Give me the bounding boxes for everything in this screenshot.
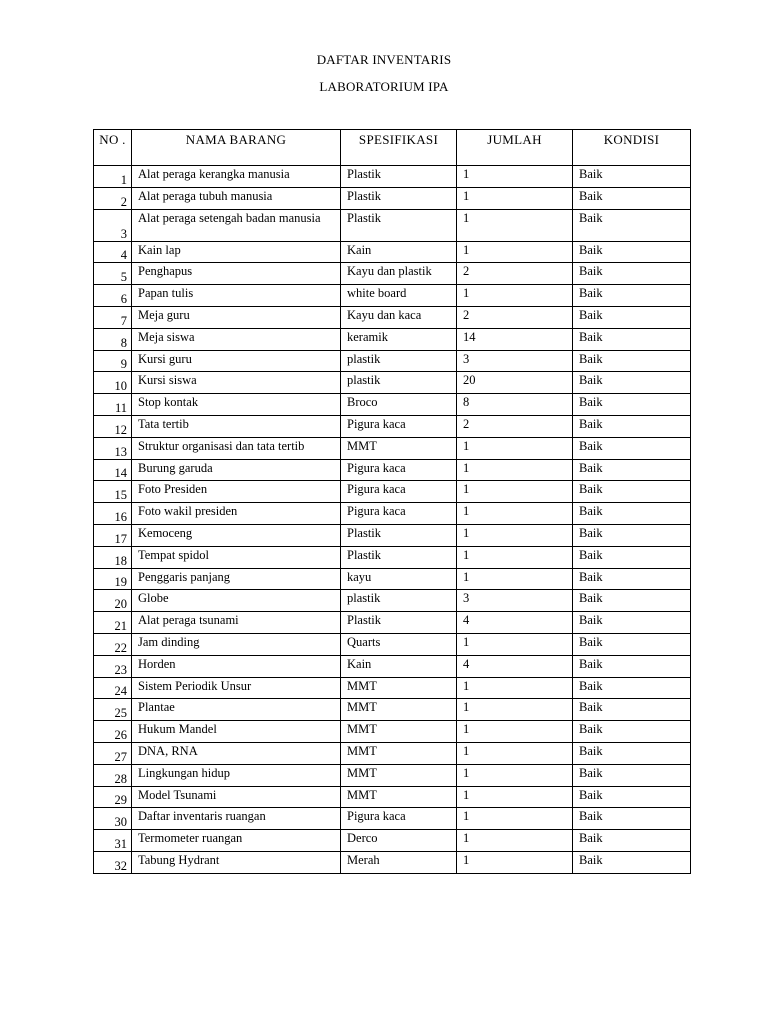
inventory-table xyxy=(93,129,691,874)
cell-jumlah: 1 xyxy=(457,241,573,263)
table-row xyxy=(94,786,691,808)
cell-jumlah: 1 xyxy=(457,633,573,655)
cell-spesifikasi: MMT xyxy=(341,786,457,808)
cell-jumlah: 1 xyxy=(457,437,573,459)
table-row xyxy=(94,350,691,372)
table-row xyxy=(94,437,691,459)
cell-jumlah: 8 xyxy=(457,394,573,416)
cell-kondisi: Baik xyxy=(573,415,691,437)
cell-jumlah: 4 xyxy=(457,655,573,677)
cell-kondisi: Baik xyxy=(573,590,691,612)
cell-no: 32 xyxy=(94,851,132,873)
cell-nama-barang: Alat peraga kerangka manusia xyxy=(132,166,341,188)
table-row xyxy=(94,394,691,416)
table-row xyxy=(94,546,691,568)
cell-kondisi: Baik xyxy=(573,372,691,394)
table-row xyxy=(94,677,691,699)
cell-spesifikasi: Pigura kaca xyxy=(341,481,457,503)
cell-spesifikasi: plastik xyxy=(341,590,457,612)
cell-nama-barang: Horden xyxy=(132,655,341,677)
cell-nama-barang: Papan tulis xyxy=(132,285,341,307)
cell-no: 13 xyxy=(94,437,132,459)
table-row xyxy=(94,459,691,481)
cell-no: 5 xyxy=(94,263,132,285)
cell-no: 18 xyxy=(94,546,132,568)
table-row xyxy=(94,633,691,655)
cell-jumlah: 1 xyxy=(457,546,573,568)
cell-spesifikasi: Plastik xyxy=(341,166,457,188)
table-row xyxy=(94,568,691,590)
cell-nama-barang: DNA, RNA xyxy=(132,742,341,764)
table-row xyxy=(94,830,691,852)
cell-spesifikasi: Kain xyxy=(341,655,457,677)
cell-no: 11 xyxy=(94,394,132,416)
cell-nama-barang: Kursi siswa xyxy=(132,372,341,394)
cell-nama-barang: Foto Presiden xyxy=(132,481,341,503)
cell-kondisi: Baik xyxy=(573,568,691,590)
cell-spesifikasi: Kain xyxy=(341,241,457,263)
cell-spesifikasi: Plastik xyxy=(341,612,457,634)
table-row xyxy=(94,808,691,830)
cell-nama-barang: Penghapus xyxy=(132,263,341,285)
cell-kondisi: Baik xyxy=(573,786,691,808)
table-row xyxy=(94,209,691,241)
cell-jumlah: 1 xyxy=(457,830,573,852)
table-row xyxy=(94,590,691,612)
cell-spesifikasi: white board xyxy=(341,285,457,307)
cell-kondisi: Baik xyxy=(573,546,691,568)
cell-kondisi: Baik xyxy=(573,437,691,459)
cell-spesifikasi: keramik xyxy=(341,328,457,350)
cell-no: 6 xyxy=(94,285,132,307)
cell-spesifikasi: Pigura kaca xyxy=(341,808,457,830)
cell-nama-barang: Kemoceng xyxy=(132,524,341,546)
cell-no: 24 xyxy=(94,677,132,699)
header-no: NO . xyxy=(94,130,132,166)
cell-spesifikasi: MMT xyxy=(341,742,457,764)
cell-spesifikasi: Kayu dan kaca xyxy=(341,306,457,328)
cell-spesifikasi: MMT xyxy=(341,699,457,721)
cell-kondisi: Baik xyxy=(573,328,691,350)
table-row xyxy=(94,612,691,634)
table-row xyxy=(94,742,691,764)
table-row xyxy=(94,503,691,525)
cell-kondisi: Baik xyxy=(573,655,691,677)
cell-kondisi: Baik xyxy=(573,394,691,416)
document-title: DAFTAR INVENTARIS xyxy=(316,52,452,67)
cell-nama-barang: Foto wakil presiden xyxy=(132,503,341,525)
cell-nama-barang: Daftar inventaris ruangan xyxy=(132,808,341,830)
cell-kondisi: Baik xyxy=(573,524,691,546)
cell-spesifikasi: Pigura kaca xyxy=(341,459,457,481)
header-kondisi: KONDISI xyxy=(573,130,691,166)
header-spesifikasi: SPESIFIKASI xyxy=(341,130,457,166)
cell-spesifikasi: Pigura kaca xyxy=(341,503,457,525)
cell-spesifikasi: Broco xyxy=(341,394,457,416)
cell-no: 17 xyxy=(94,524,132,546)
cell-no: 28 xyxy=(94,764,132,786)
cell-no: 10 xyxy=(94,372,132,394)
cell-no: 2 xyxy=(94,187,132,209)
cell-kondisi: Baik xyxy=(573,166,691,188)
cell-no: 14 xyxy=(94,459,132,481)
cell-spesifikasi: Pigura kaca xyxy=(341,415,457,437)
cell-jumlah: 2 xyxy=(457,415,573,437)
cell-nama-barang: Alat peraga tubuh manusia xyxy=(132,187,341,209)
cell-jumlah: 1 xyxy=(457,481,573,503)
cell-jumlah: 1 xyxy=(457,503,573,525)
cell-kondisi: Baik xyxy=(573,851,691,873)
cell-no: 21 xyxy=(94,612,132,634)
table-row xyxy=(94,241,691,263)
cell-nama-barang: Sistem Periodik Unsur xyxy=(132,677,341,699)
cell-kondisi: Baik xyxy=(573,764,691,786)
cell-jumlah: 2 xyxy=(457,306,573,328)
cell-kondisi: Baik xyxy=(573,808,691,830)
cell-spesifikasi: MMT xyxy=(341,437,457,459)
table-row xyxy=(94,285,691,307)
cell-nama-barang: Globe xyxy=(132,590,341,612)
cell-nama-barang: Kain lap xyxy=(132,241,341,263)
cell-jumlah: 1 xyxy=(457,742,573,764)
cell-kondisi: Baik xyxy=(573,633,691,655)
cell-no: 22 xyxy=(94,633,132,655)
cell-kondisi: Baik xyxy=(573,209,691,241)
cell-kondisi: Baik xyxy=(573,459,691,481)
cell-kondisi: Baik xyxy=(573,187,691,209)
cell-jumlah: 14 xyxy=(457,328,573,350)
cell-nama-barang: Meja siswa xyxy=(132,328,341,350)
cell-no: 27 xyxy=(94,742,132,764)
cell-no: 25 xyxy=(94,699,132,721)
cell-nama-barang: Penggaris panjang xyxy=(132,568,341,590)
table-row xyxy=(94,328,691,350)
table-row xyxy=(94,699,691,721)
cell-kondisi: Baik xyxy=(573,306,691,328)
cell-jumlah: 3 xyxy=(457,590,573,612)
table-row xyxy=(94,721,691,743)
document-subtitle: LABORATORIUM IPA xyxy=(319,79,449,94)
cell-kondisi: Baik xyxy=(573,503,691,525)
cell-kondisi: Baik xyxy=(573,677,691,699)
cell-no: 20 xyxy=(94,590,132,612)
table-row xyxy=(94,166,691,188)
header-jumlah: JUMLAH xyxy=(457,130,573,166)
cell-jumlah: 1 xyxy=(457,851,573,873)
cell-jumlah: 20 xyxy=(457,372,573,394)
cell-kondisi: Baik xyxy=(573,241,691,263)
cell-nama-barang: Meja guru xyxy=(132,306,341,328)
cell-no: 7 xyxy=(94,306,132,328)
cell-spesifikasi: plastik xyxy=(341,372,457,394)
cell-nama-barang: Burung garuda xyxy=(132,459,341,481)
cell-no: 29 xyxy=(94,786,132,808)
cell-spesifikasi: Plastik xyxy=(341,187,457,209)
cell-no: 31 xyxy=(94,830,132,852)
cell-spesifikasi: MMT xyxy=(341,764,457,786)
cell-no: 15 xyxy=(94,481,132,503)
cell-nama-barang: Kursi guru xyxy=(132,350,341,372)
cell-nama-barang: Plantae xyxy=(132,699,341,721)
table-row xyxy=(94,481,691,503)
cell-kondisi: Baik xyxy=(573,612,691,634)
header-nama-barang: NAMA BARANG xyxy=(132,130,341,166)
cell-spesifikasi: kayu xyxy=(341,568,457,590)
cell-jumlah: 1 xyxy=(457,285,573,307)
cell-nama-barang: Alat peraga setengah badan manusia xyxy=(132,209,341,241)
cell-no: 8 xyxy=(94,328,132,350)
cell-no: 3 xyxy=(94,209,132,241)
cell-kondisi: Baik xyxy=(573,699,691,721)
cell-nama-barang: Alat peraga tsunami xyxy=(132,612,341,634)
cell-spesifikasi: Plastik xyxy=(341,524,457,546)
cell-jumlah: 1 xyxy=(457,187,573,209)
cell-jumlah: 1 xyxy=(457,524,573,546)
cell-kondisi: Baik xyxy=(573,481,691,503)
cell-spesifikasi: MMT xyxy=(341,677,457,699)
cell-spesifikasi: Quarts xyxy=(341,633,457,655)
cell-jumlah: 1 xyxy=(457,721,573,743)
table-row xyxy=(94,655,691,677)
cell-nama-barang: Jam dinding xyxy=(132,633,341,655)
table-row xyxy=(94,306,691,328)
cell-kondisi: Baik xyxy=(573,721,691,743)
table-row xyxy=(94,851,691,873)
cell-no: 12 xyxy=(94,415,132,437)
cell-jumlah: 1 xyxy=(457,166,573,188)
cell-nama-barang: Tata tertib xyxy=(132,415,341,437)
table-header-row xyxy=(94,130,691,166)
cell-kondisi: Baik xyxy=(573,263,691,285)
table-row xyxy=(94,372,691,394)
cell-nama-barang: Lingkungan hidup xyxy=(132,764,341,786)
cell-nama-barang: Struktur organisasi dan tata tertib xyxy=(132,437,341,459)
cell-no: 16 xyxy=(94,503,132,525)
cell-jumlah: 3 xyxy=(457,350,573,372)
cell-spesifikasi: Merah xyxy=(341,851,457,873)
cell-no: 23 xyxy=(94,655,132,677)
cell-no: 19 xyxy=(94,568,132,590)
cell-spesifikasi: Kayu dan plastik xyxy=(341,263,457,285)
cell-nama-barang: Hukum Mandel xyxy=(132,721,341,743)
cell-jumlah: 1 xyxy=(457,808,573,830)
cell-no: 26 xyxy=(94,721,132,743)
cell-no: 30 xyxy=(94,808,132,830)
cell-spesifikasi: Plastik xyxy=(341,209,457,241)
cell-jumlah: 2 xyxy=(457,263,573,285)
table-row xyxy=(94,415,691,437)
cell-nama-barang: Tempat spidol xyxy=(132,546,341,568)
table-body xyxy=(94,166,691,874)
cell-jumlah: 4 xyxy=(457,612,573,634)
cell-no: 9 xyxy=(94,350,132,372)
table-row xyxy=(94,187,691,209)
cell-jumlah: 1 xyxy=(457,677,573,699)
cell-spesifikasi: plastik xyxy=(341,350,457,372)
cell-kondisi: Baik xyxy=(573,742,691,764)
cell-nama-barang: Tabung Hydrant xyxy=(132,851,341,873)
cell-nama-barang: Stop kontak xyxy=(132,394,341,416)
cell-kondisi: Baik xyxy=(573,285,691,307)
cell-spesifikasi: Derco xyxy=(341,830,457,852)
cell-nama-barang: Termometer ruangan xyxy=(132,830,341,852)
cell-jumlah: 1 xyxy=(457,209,573,241)
table-row xyxy=(94,524,691,546)
cell-jumlah: 1 xyxy=(457,786,573,808)
cell-spesifikasi: MMT xyxy=(341,721,457,743)
cell-jumlah: 1 xyxy=(457,764,573,786)
cell-jumlah: 1 xyxy=(457,459,573,481)
table-row xyxy=(94,764,691,786)
cell-no: 1 xyxy=(94,166,132,188)
table-row xyxy=(94,263,691,285)
cell-jumlah: 1 xyxy=(457,568,573,590)
cell-kondisi: Baik xyxy=(573,350,691,372)
cell-no: 4 xyxy=(94,241,132,263)
cell-kondisi: Baik xyxy=(573,830,691,852)
cell-jumlah: 1 xyxy=(457,699,573,721)
cell-spesifikasi: Plastik xyxy=(341,546,457,568)
cell-nama-barang: Model Tsunami xyxy=(132,786,341,808)
